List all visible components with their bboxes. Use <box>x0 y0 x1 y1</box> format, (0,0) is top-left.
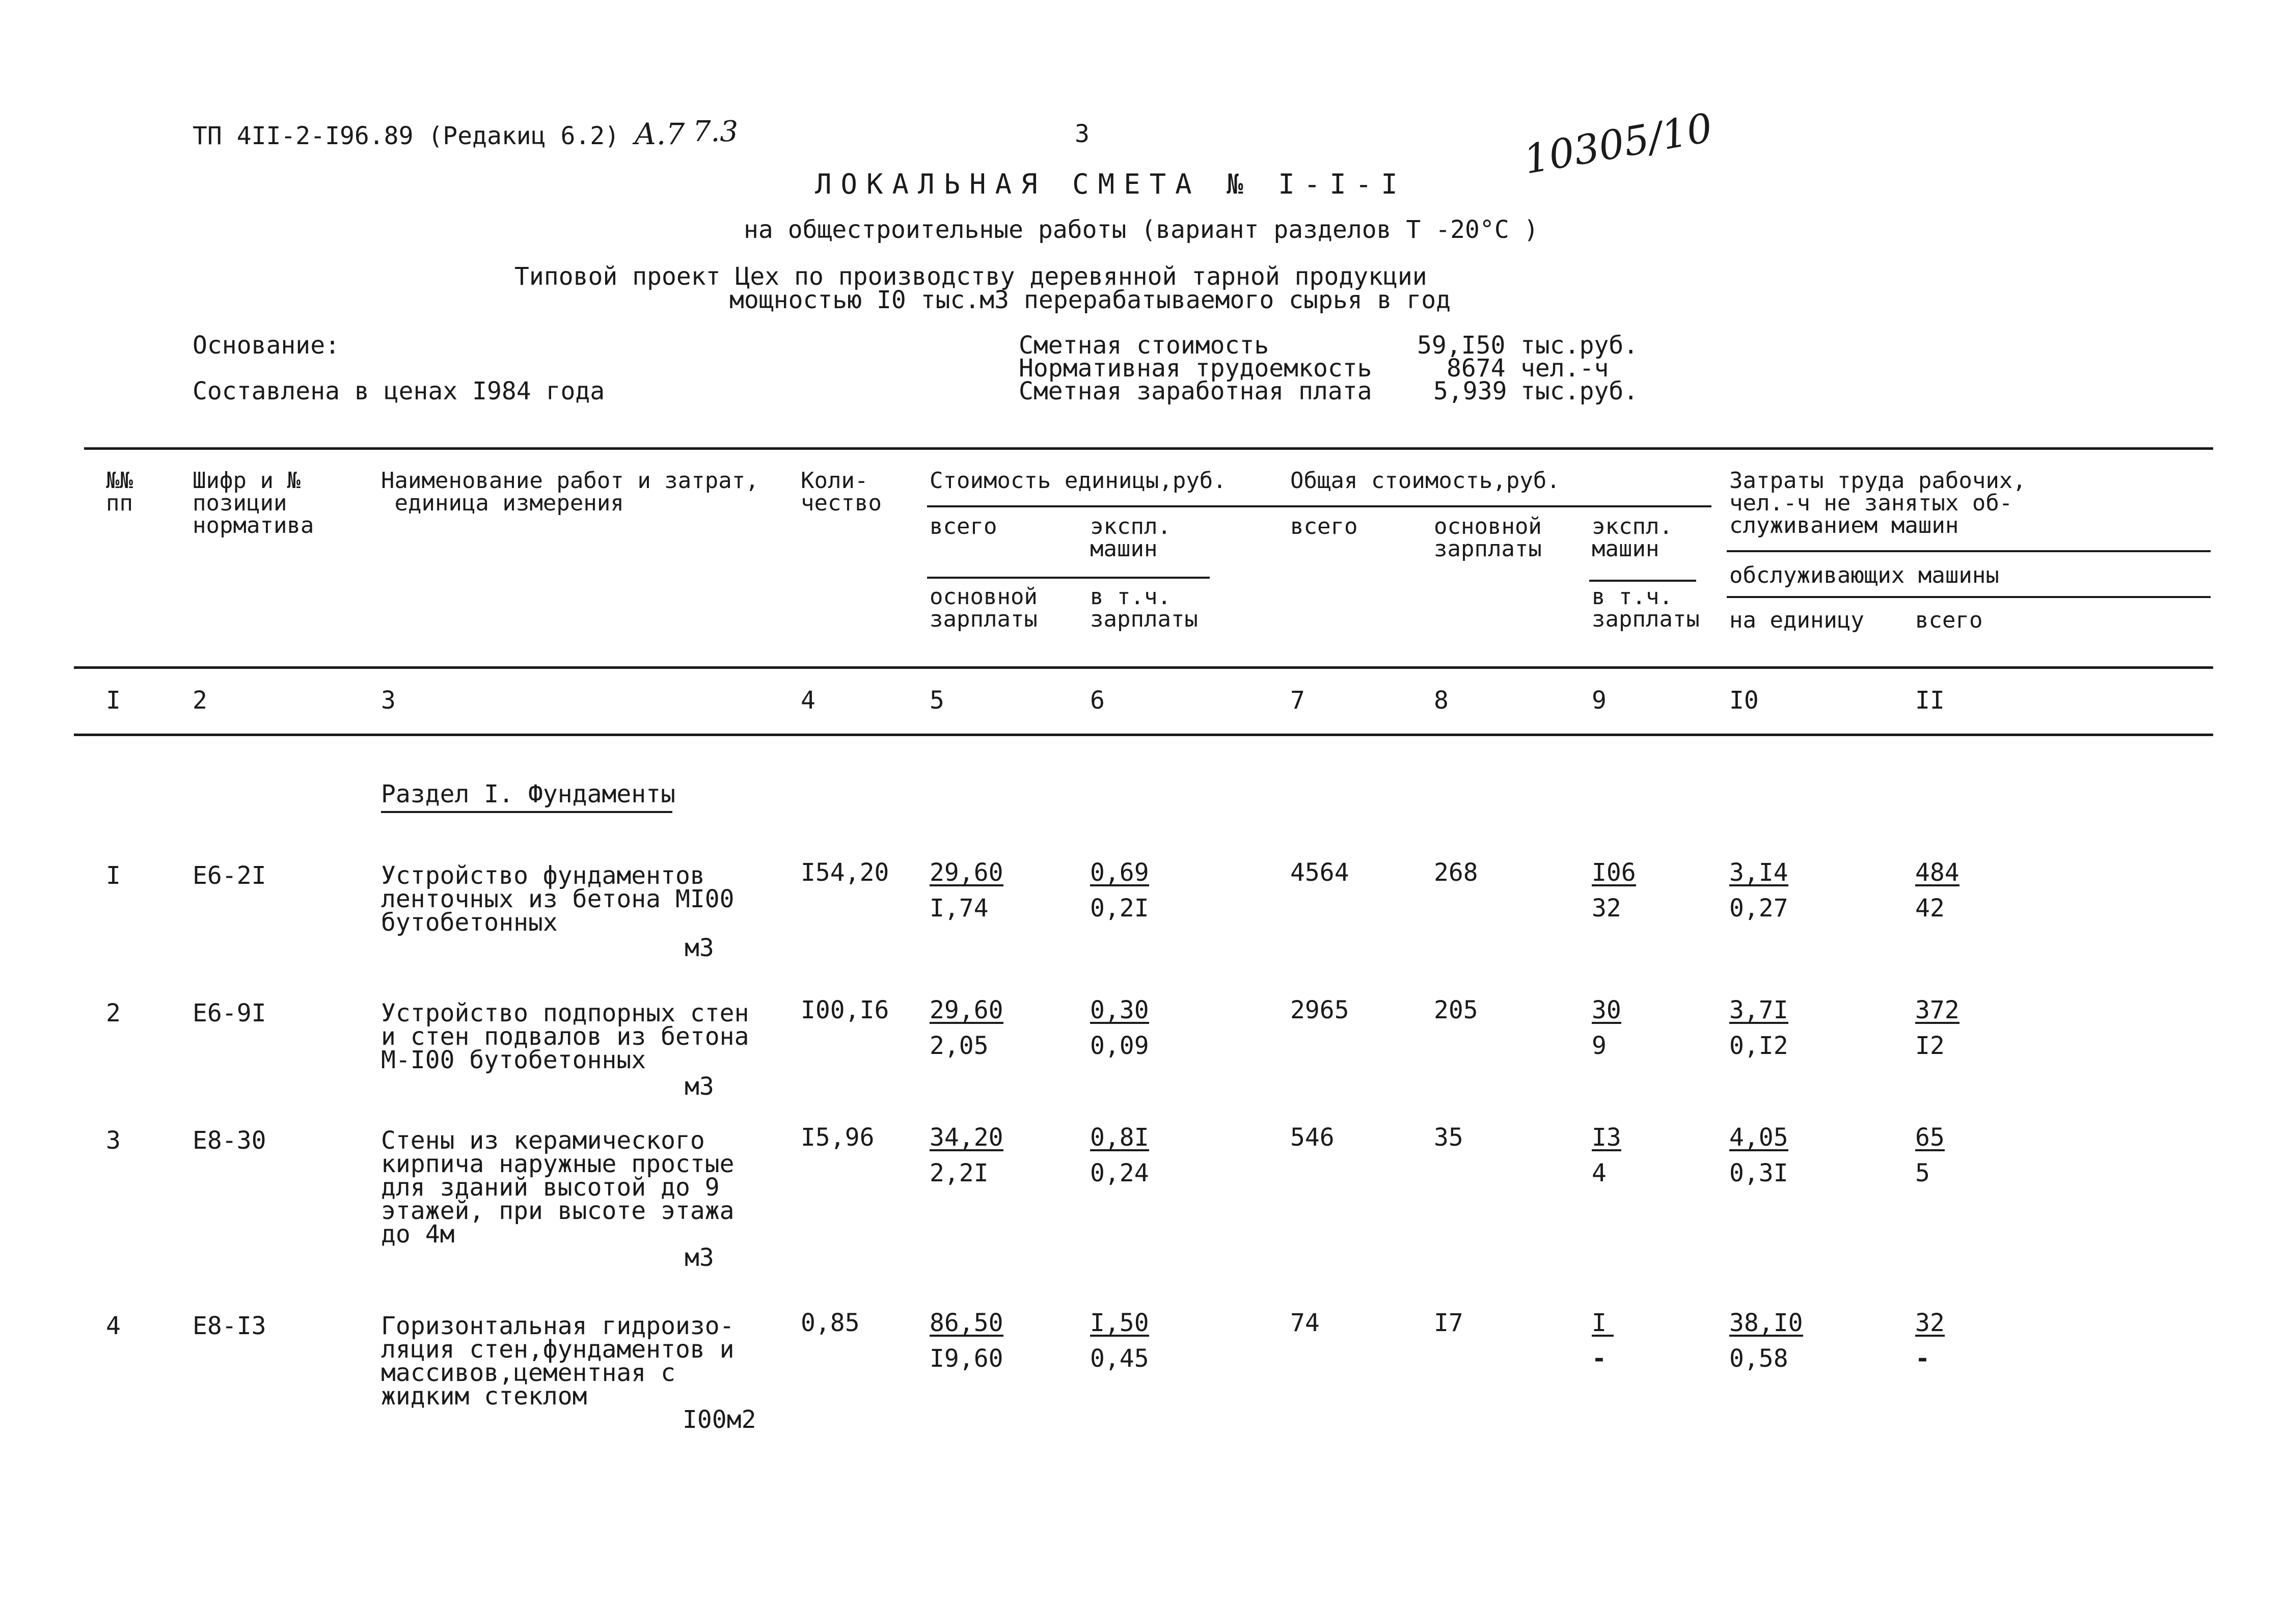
row-c9-top: I06 <box>1592 858 1636 887</box>
row-unit: м3 <box>685 1243 714 1272</box>
row-c9-bot: - <box>1592 1344 1607 1373</box>
project-line2: мощностью I0 тыс.м3 перерабатываемого сырья в год <box>729 286 1451 314</box>
row-c9-top: I3 <box>1592 1123 1621 1152</box>
row-code: Е6-2I <box>193 861 266 890</box>
row-c11-top: 484 <box>1915 858 1960 887</box>
row-c10-bot: 0,I2 <box>1729 1032 1788 1060</box>
row-qty: I54,20 <box>801 858 889 887</box>
row-c10-top: 38,I0 <box>1729 1309 1803 1337</box>
doc-edition: (Редакиц 6.2) <box>428 122 620 150</box>
row-c11-bot: 42 <box>1915 894 1945 923</box>
row-num: 3 <box>106 1126 121 1155</box>
row-c5-bot: 2,05 <box>930 1032 989 1060</box>
row-qty: I5,96 <box>801 1123 875 1152</box>
header-rule <box>1589 580 1696 582</box>
header-all: всего <box>930 513 997 539</box>
header-basic-wage2: основной зарплаты <box>1434 513 1542 562</box>
row-c10-bot: 0,27 <box>1729 894 1788 923</box>
header-rule <box>927 577 1210 579</box>
header-rule <box>927 505 1711 507</box>
row-c7: 546 <box>1290 1123 1335 1152</box>
summary-value: 59,I50 <box>1417 331 1506 360</box>
row-c10-top: 3,I4 <box>1729 858 1788 887</box>
row-c5-top: 29,60 <box>930 858 1003 887</box>
row-c8: I7 <box>1434 1309 1463 1337</box>
column-number: 4 <box>801 686 815 715</box>
column-number: 9 <box>1592 686 1607 715</box>
column-number: 6 <box>1090 686 1105 715</box>
header-qty: Коли- чество <box>801 468 882 516</box>
row-c5-top: 29,60 <box>930 996 1003 1024</box>
row-code: Е6-9I <box>193 999 266 1027</box>
prices-label: Составлена в ценах I984 года <box>193 377 605 405</box>
row-c6-top: 0,69 <box>1090 858 1149 887</box>
row-c8: 35 <box>1434 1123 1463 1152</box>
row-c9-top: 30 <box>1592 996 1621 1024</box>
summary-unit: тыс.руб. <box>1520 377 1639 405</box>
header-per-unit: на единицу <box>1729 607 1864 633</box>
row-c11-bot: 5 <box>1915 1159 1930 1187</box>
hand-number: 7.3 <box>693 115 739 148</box>
summary-label: Сметная заработная плата <box>1019 377 1372 405</box>
header-bottom-rule <box>74 666 2213 669</box>
row-c9-bot: 32 <box>1592 894 1621 923</box>
column-number: II <box>1915 686 1945 715</box>
row-c5-bot: I9,60 <box>930 1344 1003 1373</box>
row-c10-bot: 0,58 <box>1729 1344 1788 1373</box>
section-title-underline <box>381 811 672 813</box>
row-c5-bot: 2,2I <box>930 1159 989 1187</box>
row-c9-bot: 4 <box>1592 1159 1607 1187</box>
row-name: Стены из керамического кирпича наружные простые для зданий высотой до 9 этажей, при высоте этажа до 4м <box>381 1126 734 1249</box>
row-c6-bot: 0,09 <box>1090 1032 1149 1060</box>
header-labor: Затраты труда рабочих, чел.-ч не занятых об- служиванием машин <box>1729 468 2026 538</box>
header-all3: всего <box>1915 607 1983 633</box>
row-c5-top: 34,20 <box>930 1123 1003 1152</box>
row-c9-top: I <box>1592 1311 1614 1337</box>
row-name: Устройство фундаментов ленточных из бетона MI00 бутобетонных <box>381 861 734 937</box>
summary-unit: чел.-ч <box>1520 354 1609 383</box>
row-c6-top: 0,8I <box>1090 1123 1149 1152</box>
header-mach2: экспл. машин <box>1592 513 1673 562</box>
header-incl-wage2: в т.ч. зарплаты <box>1592 584 1700 632</box>
doc-code <box>193 117 685 151</box>
row-c8: 268 <box>1434 858 1478 887</box>
header-rule <box>1727 550 2211 552</box>
column-number: 2 <box>193 686 207 715</box>
row-c11-top: 65 <box>1915 1123 1945 1152</box>
row-c6-top: 0,30 <box>1090 996 1149 1024</box>
stamp-number: 10305/10 <box>1520 105 1716 183</box>
row-c11-top: 32 <box>1915 1309 1945 1337</box>
doc-subtitle: на общестроительные работы (вариант разделов Т -20°С ) <box>744 215 1539 244</box>
album-mark: А.7 <box>634 117 685 151</box>
header-serving: обслуживающих машины <box>1729 562 1999 588</box>
row-num: 2 <box>106 999 121 1027</box>
summary-value: 8674 <box>1447 354 1506 383</box>
column-number: I <box>106 686 121 715</box>
row-c6-top: I,50 <box>1090 1309 1149 1337</box>
row-code: Е8-I3 <box>193 1312 266 1340</box>
header-name: Наименование работ и затрат, единица измерения <box>381 468 759 516</box>
row-c6-bot: 0,2I <box>1090 894 1149 923</box>
header-unit-cost: Стоимость единицы,руб. <box>930 468 1227 494</box>
row-unit: I00м2 <box>683 1405 756 1434</box>
row-c10-bot: 0,3I <box>1729 1159 1788 1187</box>
row-c7: 74 <box>1290 1309 1320 1337</box>
row-c10-top: 3,7I <box>1729 996 1788 1024</box>
row-qty: I00,I6 <box>801 996 889 1024</box>
header-incl-wage: в т.ч. зарплаты <box>1090 584 1198 632</box>
row-c7: 2965 <box>1290 996 1349 1024</box>
row-name: Горизонтальная гидроизо- ляция стен,фундаментов и массивов,цементная с жидким стеклом <box>381 1312 734 1411</box>
header-total-cost: Общая стоимость,руб. <box>1290 468 1560 494</box>
row-c11-top: 372 <box>1915 996 1960 1024</box>
project-line1: Типовой проект Цех по производству деревянной тарной продукции <box>514 262 1427 291</box>
row-c8: 205 <box>1434 996 1478 1024</box>
row-c5-bot: I,74 <box>930 894 989 923</box>
row-c11-bot: I2 <box>1915 1032 1945 1060</box>
column-number: 7 <box>1290 686 1305 715</box>
row-c6-bot: 0,24 <box>1090 1159 1149 1187</box>
doc-code-text: ТП 4II-2-I96.89 <box>193 122 414 150</box>
row-c6-bot: 0,45 <box>1090 1344 1149 1373</box>
header-all2: всего <box>1290 513 1358 539</box>
row-c11-bot: - <box>1915 1344 1930 1373</box>
table-top-rule <box>84 447 2213 450</box>
row-code: Е8-30 <box>193 1126 266 1155</box>
summary-unit: тыс.руб. <box>1520 331 1639 360</box>
column-number: I0 <box>1729 686 1759 715</box>
summary-label: Сметная стоимость <box>1019 331 1269 360</box>
row-c10-top: 4,05 <box>1729 1123 1788 1152</box>
row-num: I <box>106 861 121 890</box>
header-mach: экспл. машин <box>1090 513 1171 562</box>
section-title: Раздел I. Фундаменты <box>381 780 675 808</box>
row-name: Устройство подпорных стен и стен подвалов из бетона М-I00 бутобетонных <box>381 999 749 1074</box>
summary-label: Нормативная трудоемкость <box>1019 354 1372 383</box>
doc-title: ЛОКАЛЬНАЯ СМЕТА № I-I-I <box>815 168 1407 200</box>
row-c7: 4564 <box>1290 858 1349 887</box>
header-num: №№ пп <box>106 468 133 516</box>
column-numbers-rule <box>74 734 2213 736</box>
header-rule <box>1727 596 2211 598</box>
header-basic-wage: основной зарплаты <box>930 584 1038 632</box>
page-number: 3 <box>1075 120 1090 148</box>
column-number: 3 <box>381 686 396 715</box>
column-number: 5 <box>930 686 944 715</box>
column-number: 8 <box>1434 686 1449 715</box>
row-num: 4 <box>106 1312 121 1340</box>
summary-value: 5,939 <box>1433 377 1507 405</box>
row-qty: 0,85 <box>801 1309 860 1337</box>
row-c9-bot: 9 <box>1592 1032 1607 1060</box>
row-unit: м3 <box>685 934 714 962</box>
header-code: Шифр и № позиции норматива <box>193 468 314 538</box>
row-unit: м3 <box>685 1072 714 1101</box>
basis-label: Основание: <box>193 331 340 360</box>
row-c5-top: 86,50 <box>930 1309 1003 1337</box>
